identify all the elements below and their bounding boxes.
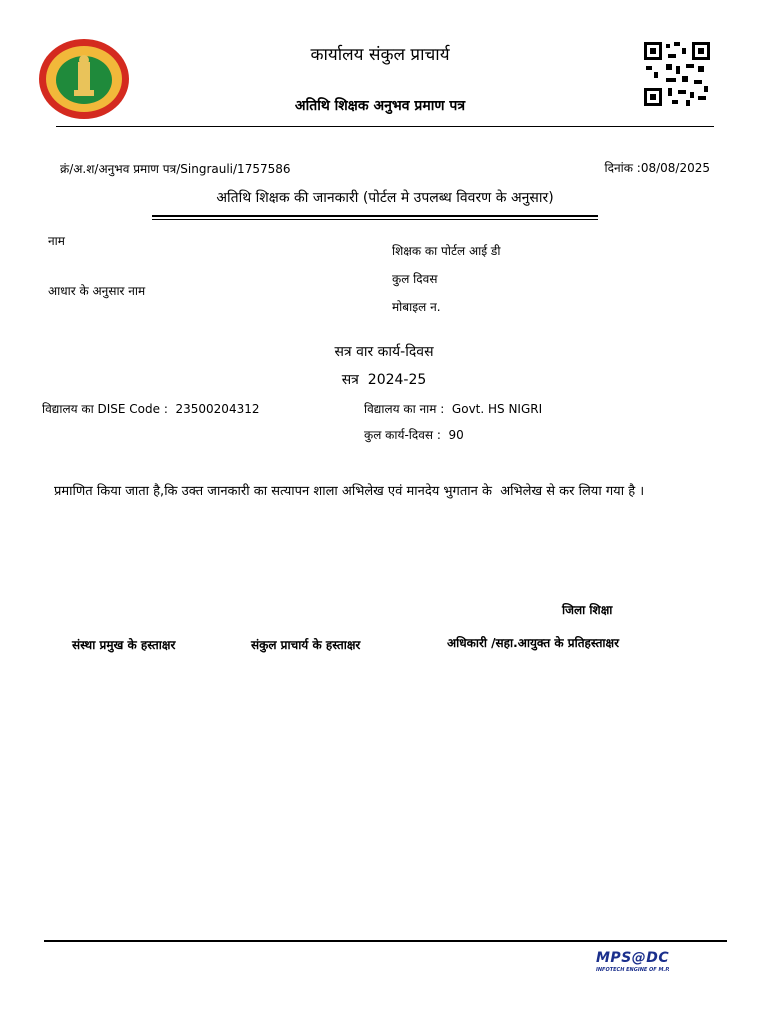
certificate-title: अतिथि शिक्षक अनुभव प्रमाण पत्र (294, 98, 466, 114)
mobile-label: मोबाइल न. (392, 300, 441, 314)
reference-number: क्रं/अ.श/अनुभव प्रमाण पत्र/Singrauli/1757586 (60, 162, 291, 176)
mpsedc-logo-tagline: INFOTECH ENGINE OF M.P. (596, 967, 670, 973)
issue-date: दिनांक :08/08/2025 (604, 161, 710, 175)
session-heading: सत्र वार कार्य-दिवस (334, 344, 434, 360)
certification-text: प्रमाणित किया जाता है,कि उक्त जानकारी का सत्यापन शाला अभिलेख एवं मानदेय भुगतान के अभिलेख से कर लिया गया है । (54, 484, 645, 499)
institution-head-signature: संस्था प्रमुख के हस्ताक्षर (72, 638, 176, 652)
footer-divider (44, 940, 727, 942)
school-name: विद्यालय का नाम : Govt. HS NIGRI (364, 402, 543, 416)
info-heading: अतिथि शिक्षक की जानकारी (पोर्टल मे उपलब्ध विवरण के अनुसार) (216, 190, 554, 206)
work-days: कुल कार्य-दिवस : 90 (364, 428, 464, 442)
session-label: सत्र 2024-25 (341, 372, 427, 388)
name-label: नाम (48, 234, 65, 248)
qr-code-icon (642, 40, 712, 108)
portal-id-label: शिक्षक का पोर्टल आई डी (392, 244, 501, 258)
mpsedc-logo (596, 950, 706, 973)
district-officer-signature: अधिकारी /सहा.आयुक्त के प्रतिहस्ताक्षर (447, 636, 620, 650)
office-title: कार्यालय संकुल प्राचार्य (310, 45, 450, 65)
mp-government-seal-icon (38, 38, 130, 120)
dise-code: विद्यालय का DISE Code : 23500204312 (42, 402, 260, 416)
district-label: जिला शिक्षा (562, 603, 613, 617)
aadhaar-name-label: आधार के अनुसार नाम (48, 284, 146, 298)
mpsedc-logo-text: MPS@DC (596, 950, 670, 966)
total-days-label: कुल दिवस (392, 272, 438, 286)
heading-double-line-top (152, 215, 598, 217)
header-divider (56, 126, 714, 127)
heading-double-line-bottom (152, 219, 598, 220)
cluster-principal-signature: संकुल प्राचार्य के हस्ताक्षर (251, 638, 361, 652)
